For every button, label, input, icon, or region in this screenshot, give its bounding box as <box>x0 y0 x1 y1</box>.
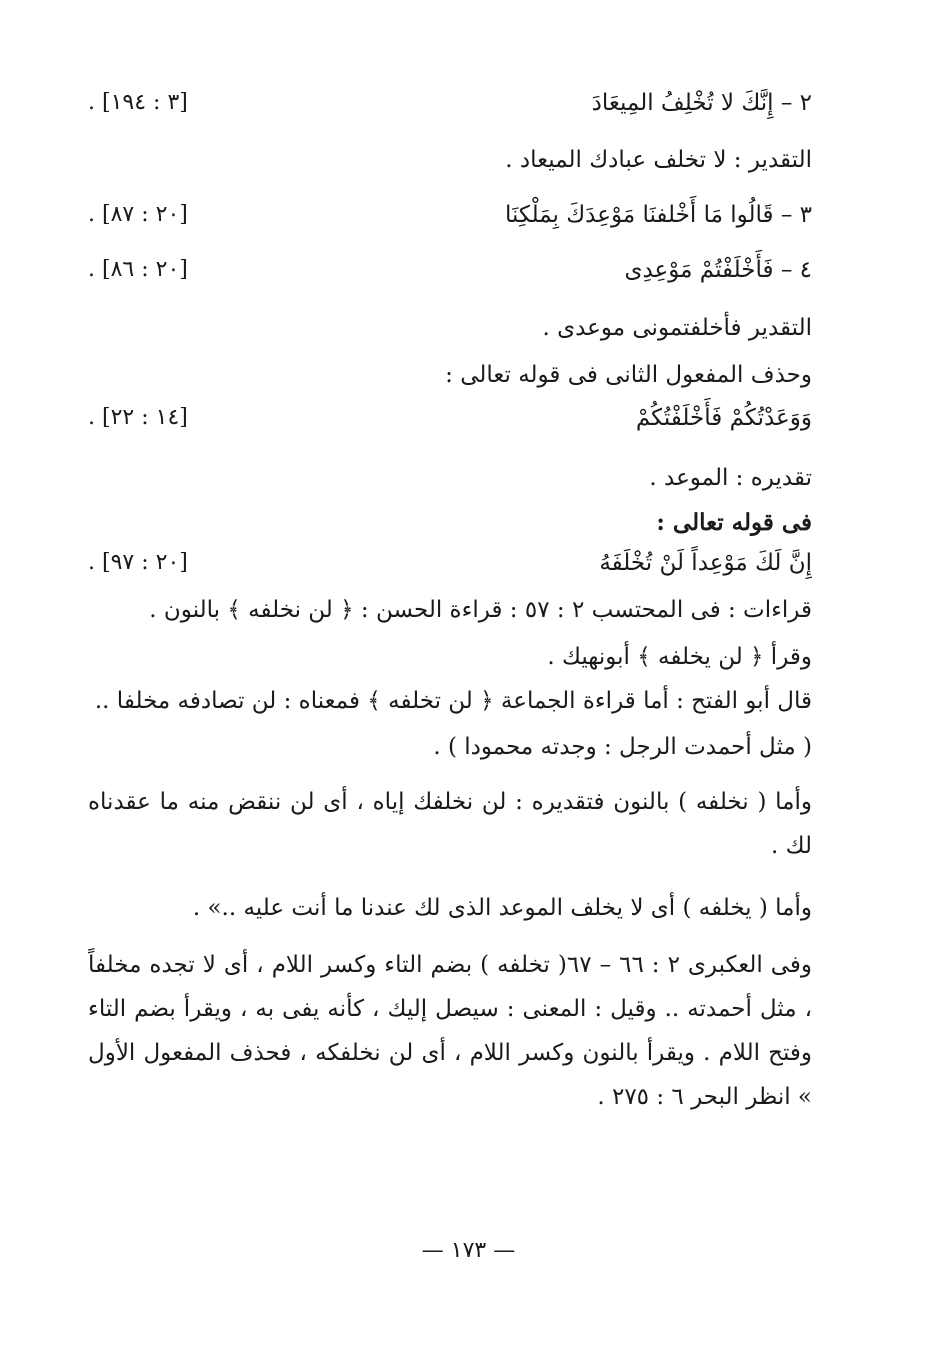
paragraph: وأما ( نخلفه ) بالنون فتقديره : لن نخلفك إياه ، أى لن ننقض منه ما عقدناه لك . <box>88 789 812 859</box>
readings-line: قراءات : فى المحتسب ٢ : ٥٧ : قراءة الحسن : ﴿ لن نخلفه ﴾ بالنون . <box>149 597 812 623</box>
page-number: — ١٧٣ — <box>421 1238 516 1263</box>
verse-4: ٤ – فَأَخْلَفْتُمْ مَوْعِدِى <box>624 257 812 283</box>
verse-2-reference: [٣ : ١٩٤] . <box>88 90 188 115</box>
verse-quote-reference: [١٤ : ٢٢] . <box>88 405 188 430</box>
verse-4-reference: [٢٠ : ٨٦] . <box>88 257 188 282</box>
note-line: تقديره : الموعد . <box>649 465 812 491</box>
verse-quote: وَوَعَدْتُكُمْ فَأَخْلَفْتُكُمْ <box>635 405 812 431</box>
paragraph: وفى العكبرى ٢ : ٦٦ – ٦٧( تخلفه ) بضم التاء وكسر اللام ، أى لا تجده مخلفاً ، مثل أحمدته .. وقيل : المعنى : سيصل إليك ، كأنه يفى به ، ويقرأ بضم التاء وفتح اللام . ويقرأ بالنون وكسر اللام ، أى لن نخلفكه ، فحذف المفعول الأول » انظر البحر ٦ : ٢٧٥ . <box>88 952 813 1110</box>
section-heading: فى قوله تعالى : <box>656 509 812 536</box>
note-line: وحذف المفعول الثانى فى قوله تعالى : <box>445 362 812 388</box>
note-line: التقدير : لا تخلف عبادك الميعاد . <box>505 147 812 173</box>
paragraph: وأما ( يخلفه ) أى لا يخلف الموعد الذى لك عندنا ما أنت عليه ..» . <box>192 895 812 921</box>
commentary-line: قال أبو الفتح : أما قراءة الجماعة ﴿ لن تخلفه ﴾ فمعناه : لن تصادفه مخلفا .. <box>94 688 812 714</box>
commentary-line: ( مثل أحمدت الرجل : وجدته محمودا ) . <box>433 734 812 760</box>
verse-quote: إِنَّ لَكَ مَوْعِداً لَنْ تُخْلَفَهُ <box>599 550 812 576</box>
readings-line: وقرأ ﴿ لن يخلفه ﴾ أبونهيك . <box>547 644 812 670</box>
verse-quote-reference: [٢٠ : ٩٧] . <box>88 550 188 575</box>
verse-3-reference: [٢٠ : ٨٧] . <box>88 202 188 227</box>
note-line: التقدير فأخلفتمونى موعدى . <box>542 315 812 341</box>
verse-2: ٢ – إِنَّكَ لا تُخْلِفُ المِيعَادَ <box>591 90 812 116</box>
verse-3: ٣ – قَالُوا مَا أَخْلفنَا مَوْعِدَكَ بِمَلْكِنَا <box>504 202 812 228</box>
